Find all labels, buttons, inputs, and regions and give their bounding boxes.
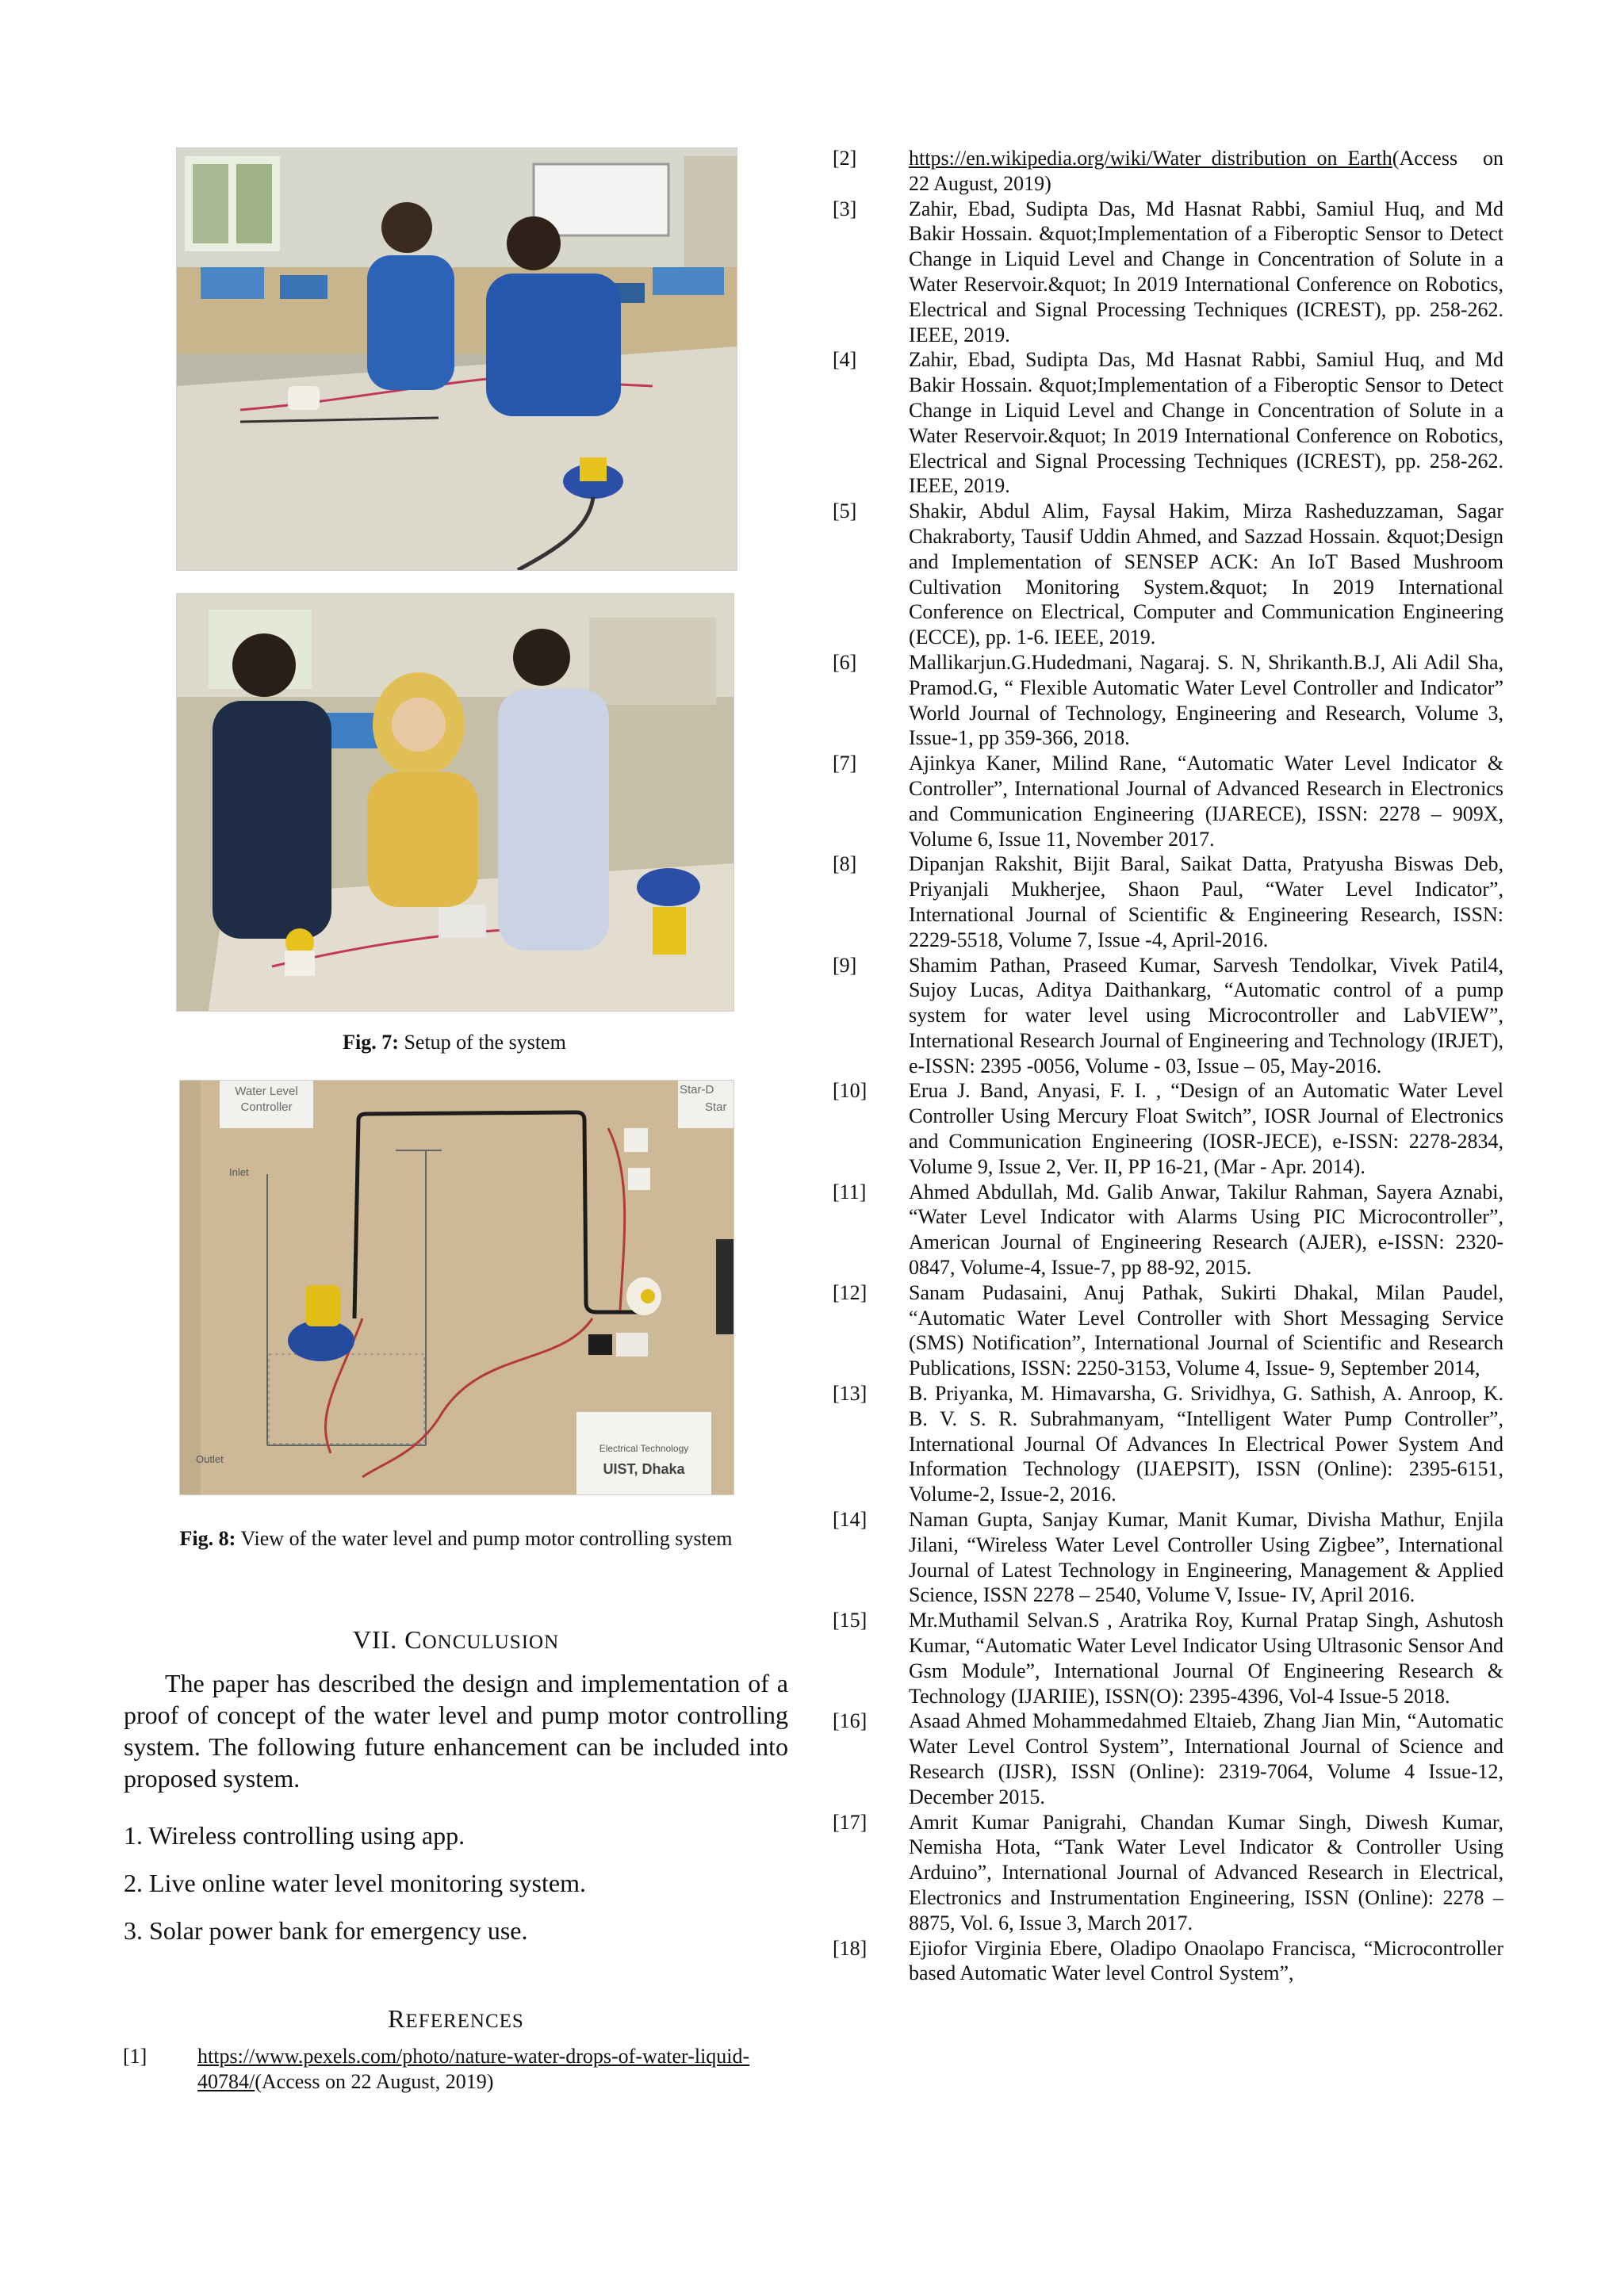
- reference-item: [833, 1936, 1503, 1987]
- conclusion-item-3: 3. Solar power bank for emergency use.: [124, 1916, 528, 1945]
- reference-number: [14]: [833, 1508, 868, 1532]
- reference-link[interactable]: https://www.pexels.com/photo/nature-water-drops-of-water-liquid-40784/: [197, 2045, 750, 2093]
- reference-text: [909, 1810, 1503, 1936]
- reference-number: [5]: [833, 499, 857, 523]
- reference-item: [833, 1078, 1503, 1179]
- reference-text: [909, 851, 1503, 952]
- reference-body: Zahir, Ebad, Sudipta Das, Md Hasnat Rabbi, Samiul Huq, and Md Bakir Hossain. &quot;Implementation of a Fiberoptic Sensor to Detect Change in Liquid Level and Change in Concentration of Solute in a Water Reservoir.&quot; In 2019 International Conference on Robotics, Electrical and Signal Processing Techniques (ICREST), pp. 258-262. IEEE, 2019.: [909, 348, 1503, 498]
- reference-number: [3]: [833, 197, 857, 220]
- conclusion-heading-rest: ONCULUSION: [422, 1632, 560, 1653]
- reference-item: [833, 197, 1503, 348]
- conclusion-heading: [119, 1625, 793, 1655]
- reference-body: Ajinkya Kaner, Milind Rane, “Automatic Water Level Indicator & Controller”, International Journal of Advanced Research in Electronics and Communication Engineering (IJARECE), ISSN: 2278 – 909X, Volume 6, Issue 11, November 2017.: [909, 752, 1503, 851]
- reference-body: Naman Gupta, Sanjay Kumar, Manit Kumar, Divisha Mathur, Enjila Jilani, “Wireless Water Level Controller Using Zigbee”, International Journal of Latest Technology in Engineering, Management & Applied Science, ISSN 2278 – 2540, Volume V, Issue- IV, April 2016.: [909, 1508, 1503, 1607]
- reference-text: [197, 2044, 789, 2095]
- references-heading-first: R: [388, 2004, 406, 2033]
- reference-text: [909, 1078, 1503, 1179]
- reference-item: [833, 146, 1503, 197]
- references-list: [833, 146, 1503, 1986]
- reference-number: [8]: [833, 852, 857, 876]
- reference-text: [909, 1936, 1503, 1987]
- reference-text: [909, 1180, 1503, 1280]
- reference-body: Sanam Pudasaini, Anuj Pathak, Sukirti Dhakal, Milan Paudel, “Automatic Water Level Controller with Short Messaging Service (SMS) Notification”, International Journal of Scientific and Research Publications, ISSN: 2250-3153, Volume 4, Issue- 9, September 2014,: [909, 1280, 1503, 1380]
- fig8-sign-bottom-1: Electrical Technology: [599, 1443, 689, 1454]
- reference-number: [13]: [833, 1382, 868, 1406]
- reference-body: Mr.Muthamil Selvan.S , Aratrika Roy, Kurnal Pratap Singh, Ashutosh Kumar, “Automatic Water Level Indicator Using Ultrasonic Sensor And Gsm Module”, International Journal Of Engineering Research & Technology (IJARIIE), ISSN(O): 2395-4396, Vol-4 Issue-5 2018.: [909, 1609, 1503, 1708]
- reference-number: [9]: [833, 953, 857, 977]
- reference-number: [1]: [123, 2045, 147, 2068]
- reference-text: [909, 751, 1503, 851]
- reference-body: Shamim Pathan, Praseed Kumar, Sarvesh Tendolkar, Vivek Patil4, Sujoy Lucas, Aditya Daithankarg, “Automatic control of a pump system for water level using Microcontroller and LabVIEW”, International Research Journal of Engineering and Technology (IRJET), e-ISSN: 2395 -0056, Volume - 03, Issue – 05, May-2016.: [909, 953, 1504, 1077]
- reference-item: [833, 1381, 1503, 1507]
- reference-number: [12]: [833, 1280, 868, 1304]
- reference-body: (Access on 22 August, 2019): [909, 147, 1503, 195]
- reference-body: Mallikarjun.G.Hudedmani, Nagaraj. S. N, Shrikanth.B.J, Ali Adil Sha, Pramod.G, “ Flexible Automatic Water Level Controller and Indicator” World Journal of Technology, Engineering and Research, Volume 3, Issue-1, pp 359-366, 2018.: [909, 650, 1503, 750]
- reference-number: [7]: [833, 752, 857, 775]
- references-heading-rest: EFERENCES: [405, 2011, 524, 2032]
- reference-number: [11]: [833, 1180, 867, 1203]
- reference-1: [123, 2044, 789, 2095]
- conclusion-heading-numeral: VII. C: [352, 1625, 423, 1654]
- reference-item: [833, 953, 1503, 1079]
- fig7-caption-label: Fig. 7:: [343, 1031, 399, 1054]
- reference-text: [909, 499, 1503, 650]
- conclusion-item-1: 1. Wireless controlling using app.: [124, 1821, 465, 1850]
- reference-text: [909, 1507, 1503, 1608]
- fig8-inlet-label: Inlet: [229, 1166, 249, 1178]
- fig7-photo-top: [176, 147, 737, 571]
- reference-item: [833, 1180, 1503, 1280]
- reference-text: [909, 197, 1503, 348]
- fig8-photo: [179, 1080, 734, 1495]
- fig8-sign-top-left-2: Controller: [240, 1100, 293, 1114]
- reference-text: [909, 953, 1503, 1079]
- reference-text: [909, 1381, 1503, 1507]
- reference-number: [6]: [833, 650, 857, 674]
- fig8-caption-text: View of the water level and pump motor controlling system: [236, 1527, 733, 1550]
- reference-number: [16]: [833, 1709, 868, 1733]
- reference-link[interactable]: https://en.wikipedia.org/wiki/Water_distribution_on_Earth: [909, 147, 1392, 170]
- reference-body: Ejiofor Virginia Ebere, Oladipo Onaolapo Francisca, “Microcontroller based Automatic Water level Control System”,: [909, 1936, 1503, 1985]
- reference-item: [833, 1280, 1503, 1381]
- reference-number: [15]: [833, 1609, 868, 1632]
- reference-item: [833, 751, 1503, 851]
- reference-text: [909, 146, 1503, 197]
- reference-number: [18]: [833, 1936, 868, 1960]
- fig7-caption: [176, 1031, 733, 1054]
- reference-number: [17]: [833, 1810, 868, 1834]
- fig8-sign-right-2: Star: [705, 1100, 727, 1114]
- reference-body: Dipanjan Rakshit, Bijit Baral, Saikat Datta, Pratyusha Biswas Deb, Priyanjali Mukherjee, Shaon Paul, “Water Level Indicator”, International Journal of Scientific & Engineering Research, ISSN: 2229-5518, Volume 7, Issue -4, April-2016.: [909, 852, 1503, 951]
- fig8-sign-bottom-2: UIST, Dhaka: [603, 1461, 685, 1477]
- reference-item: [833, 1709, 1503, 1809]
- reference-access: (Access on 22 August, 2019): [255, 2070, 494, 2093]
- conclusion-item-2: 2. Live online water level monitoring system.: [124, 1869, 586, 1897]
- reference-item: [833, 1810, 1503, 1936]
- reference-text: [909, 1709, 1503, 1809]
- reference-item: [833, 1507, 1503, 1608]
- reference-item: [833, 1608, 1503, 1709]
- reference-body: B. Priyanka, M. Himavarsha, G. Srividhya, G. Sathish, A. Anroop, K. B. V. S. R. Subrahmanyam, “Intelligent Water Pump Controller”, International Journal Of Advances In Electrical Power System And Information Technology (IJAEPSIT), ISSN (Online): 2395-6151, Volume-2, Issue-2, 2016.: [909, 1382, 1503, 1506]
- reference-text: [909, 650, 1503, 751]
- reference-body: Amrit Kumar Panigrahi, Chandan Kumar Singh, Diwesh Kumar, Nemisha Hota, “Tank Water Level Indicator & Controller Using Arduino”, International Journal of Advanced Research in Electrical, Electronics and Instrumentation Engineering, ISSN (Online): 2278 – 8875, Vol. 6, Issue 3, March 2017.: [909, 1810, 1503, 1934]
- reference-item: [833, 347, 1503, 499]
- reference-item: [833, 499, 1503, 650]
- reference-body: Asaad Ahmed Mohammedahmed Eltaieb, Zhang Jian Min, “Automatic Water Level Control System”, International Journal of Science and Research (IJSR), ISSN (Online): 2319-7064, Volume 4 Issue-12, December 2015.: [909, 1709, 1503, 1808]
- fig8-caption: [119, 1527, 793, 1551]
- reference-body: Zahir, Ebad, Sudipta Das, Md Hasnat Rabbi, Samiul Huq, and Md Bakir Hossain. &quot;Implementation of a Fiberoptic Sensor to Detect Change in Liquid Level and Change in Concentration of Solute in a Water Reservoir.&quot; In 2019 International Conference on Robotics, Electrical and Signal Processing Techniques (ICREST), pp. 258-262. IEEE, 2019.: [909, 197, 1503, 346]
- fig8-outlet-label: Outlet: [196, 1453, 224, 1465]
- fig8-sign-right-1: Star-D: [680, 1083, 714, 1096]
- reference-text: [909, 347, 1503, 499]
- conclusion-paragraph: The paper has described the design and implementation of a proof of concept of the water level and pump motor controlling system. The following future enhancement can be included into proposed system.: [124, 1669, 788, 1793]
- fig8-caption-label: Fig. 8:: [179, 1527, 236, 1550]
- reference-item: [833, 851, 1503, 952]
- reference-item: [833, 650, 1503, 751]
- fig8-sign-top-left-1: Water Level: [235, 1085, 298, 1098]
- fig7-photo-bottom: [176, 593, 734, 1012]
- reference-number: [10]: [833, 1079, 868, 1103]
- reference-body: Ahmed Abdullah, Md. Galib Anwar, Takilur Rahman, Sayera Aznabi, “Water Level Indicator with Alarms Using PIC Microcontroller”, American Journal of Engineering Research (AJER), e-ISSN: 2320-0847, Volume-4, Issue-7, pp 88-92, 2015.: [909, 1180, 1503, 1280]
- reference-text: [909, 1280, 1503, 1381]
- reference-body: Shakir, Abdul Alim, Faysal Hakim, Mirza Rasheduzzaman, Sagar Chakraborty, Tausif Uddin Ahmed, and Sazzad Hossain. &quot;Design and Implementation of SENSEP ACK: An IoT Based Mushroom Cultivation Monitoring System.&quot; In 2019 International Conference on Electrical, Computer and Communication Engineering (ECCE), pp. 1-6. IEEE, 2019.: [909, 499, 1503, 649]
- reference-number: [4]: [833, 348, 857, 372]
- references-heading: [119, 2004, 793, 2034]
- reference-number: [2]: [833, 147, 857, 170]
- reference-body: Erua J. Band, Anyasi, F. I. , “Design of an Automatic Water Level Controller Using Mercury Float Switch”, IOSR Journal of Electronics and Communication Engineering (IOSR-JECE), e-ISSN: 2278-2834, Volume 9, Issue 2, Ver. II, PP 16-21, (Mar - Apr. 2014).: [909, 1079, 1503, 1178]
- fig7-caption-text: Setup of the system: [398, 1031, 566, 1054]
- reference-text: [909, 1608, 1503, 1709]
